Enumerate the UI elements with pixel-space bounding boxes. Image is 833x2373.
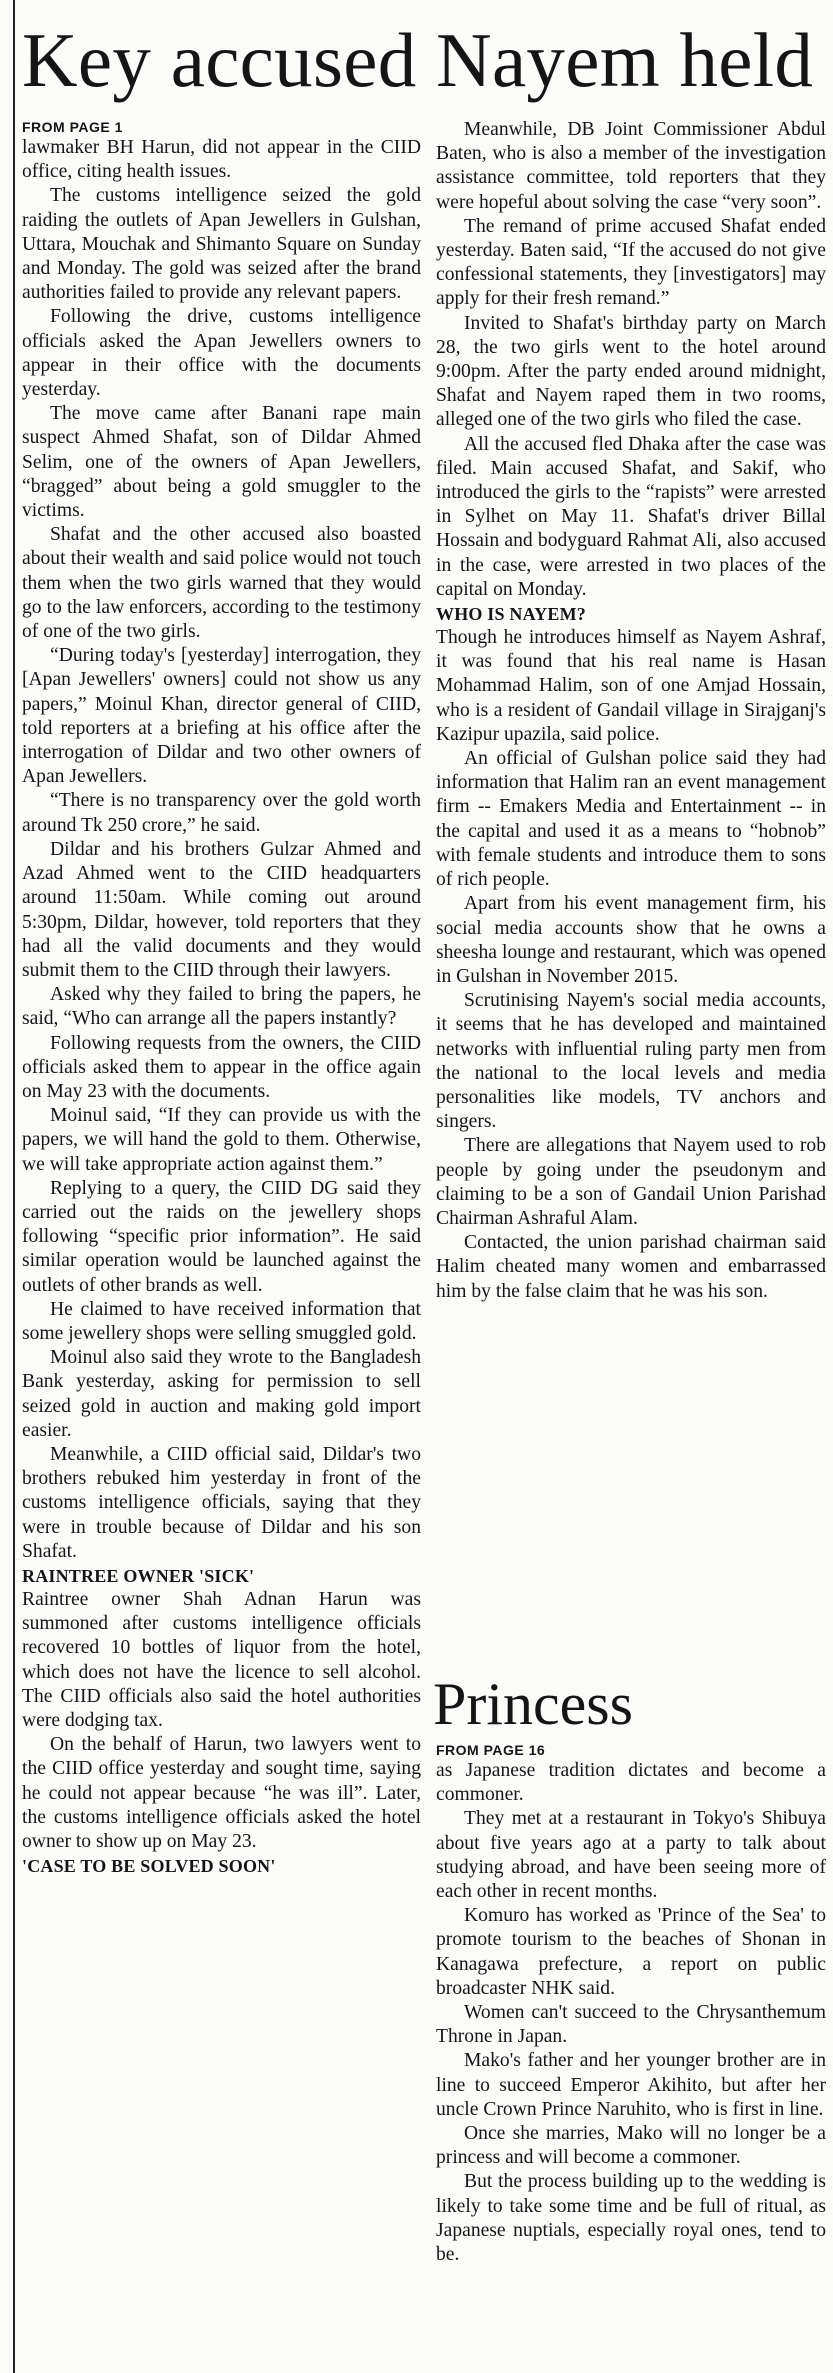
story1-left-body (22, 136, 421, 1878)
paragraph: lawmaker BH Harun, did not appear in the CIID office, citing health issues. (22, 137, 421, 183)
story1-left-column (22, 118, 421, 1878)
story1-right-body (436, 118, 826, 1304)
paragraph: Invited to Shafat's birthday party on March 28, the two girls went to the hotel around 9:00pm. After the party ended around midnight, Shafat and Nayem raped them in two rooms, alleged one of the two girls who filed the case. (436, 312, 826, 431)
column-rule (13, 0, 15, 2373)
subhead: 'CASE TO BE SOLVED SOON' (22, 1856, 276, 1877)
paragraph: There are allegations that Nayem used to rob people by going under the pseudonym and claiming to be a son of Gandail Union Parishad Chairman Ashraful Alam. (436, 1135, 826, 1229)
paragraph: An official of Gulshan police said they had information that Halim ran an event management firm -- Emakers Media and Entertainment -- in the capital and used it as a means to “hobnob” with female students and introduce them to sons of rich people. (436, 748, 826, 891)
paragraph: Following the drive, customs intelligence officials asked the Apan Jewellers owners to appear in their office with the documents yesterday. (22, 306, 421, 401)
paragraph: Meanwhile, DB Joint Commissioner Abdul Baten, who is also a member of the investigation assistance committee, told reporters that they were hopeful about solving the case “very soon”. (436, 119, 826, 213)
from-page-label-2: FROM PAGE 16 (436, 1742, 546, 1758)
paragraph: They met at a restaurant in Tokyo's Shibuya about five years ago at a party to talk about studying abroad, and have been seeing more of each other in recent months. (436, 1808, 826, 1903)
paragraph: Moinul said, “If they can provide us with the papers, we will hand the gold to them. Otherwise, we will take appropriate action against them.” (22, 1105, 421, 1175)
paragraph: Following requests from the owners, the CIID officials asked them to appear in the office again on May 23 with the documents. (22, 1032, 421, 1102)
paragraph: All the accused fled Dhaka after the case was filed. Main accused Shafat, and Sakif, who introduced the girls to the “rapists” were arrested in Sylhet on May 11. Shafat's driver Billal Hossain and bodyguard Rahmat Ali, also accused in the case, were arrested in two places of the capital on Monday. (436, 433, 826, 600)
headline-princess: Princess (433, 1671, 633, 1737)
paragraph: Contacted, the union parishad chairman said Halim cheated many women and embarrassed him by the false claim that he was his son. (436, 1232, 826, 1302)
paragraph: Shafat and the other accused also boasted about their wealth and said police would not touch them when the two girls warned that they would go to the law enforcers, according to the testimony of one of the two girls. (22, 524, 421, 643)
paragraph: Women can't succeed to the Chrysanthemum Throne in Japan. (436, 2002, 826, 2048)
paragraph: Mako's father and her younger brother are in line to succeed Emperor Akihito, but after her uncle Crown Prince Naruhito, who is first in line. (436, 2050, 826, 2120)
paragraph: Dildar and his brothers Gulzar Ahmed and Azad Ahmed went to the CIID headquarters around 11:50am. While coming out around 5:30pm, Dildar, however, told reporters that they had all the valid documents and they would submit them to the CIID through their lawyers. (22, 838, 421, 981)
story1-right-column (436, 118, 826, 1304)
paragraph: He claimed to have received information that some jewellery shops were selling smuggled gold. (22, 1298, 421, 1344)
story2-body (436, 1759, 826, 2267)
subhead: WHO IS NAYEM? (436, 604, 586, 625)
paragraph: Raintree owner Shah Adnan Harun was summoned after customs intelligence officials recovered 10 bottles of liquor from the hotel, which does not have the licence to sell alcohol. The CIID officials also said the hotel authorities were dodging tax. (22, 1588, 421, 1731)
headline-nayem: Key accused Nayem held (22, 17, 814, 103)
paragraph: “During today's [yesterday] interrogation, they [Apan Jewellers' owners] could not show us any papers,” Moinul Khan, director general of CIID, told reporters at a briefing at his office after the interrogation of Dildar and two other owners of Apan Jewellers. (22, 645, 421, 788)
paragraph: On the behalf of Harun, two lawyers went to the CIID office yesterday and sought time, saying he could not appear because “he was ill”. Later, the customs intelligence officials asked the hotel owner to show up on May 23. (22, 1734, 421, 1853)
paragraph: Komuro has worked as 'Prince of the Sea' to promote tourism to the beaches of Shonan in Kanagawa prefecture, a report on public broadcaster NHK said. (436, 1905, 826, 1999)
paragraph: The remand of prime accused Shafat ended yesterday. Baten said, “If the accused do not give confessional statements, they [investigators] may apply for their fresh remand.” (436, 215, 826, 310)
paragraph: Scrutinising Nayem's social media accounts, it seems that he has developed and maintained networks with influential ruling party men from the national to the local levels and media personalities like models, TV anchors and singers. (436, 990, 826, 1133)
paragraph: “There is no transparency over the gold worth around Tk 250 crore,” he said. (22, 790, 421, 836)
paragraph: Moinul also said they wrote to the Bangladesh Bank yesterday, asking for permission to sell seized gold in auction and making gold import easier. (22, 1347, 421, 1441)
paragraph: Meanwhile, a CIID official said, Dildar's two brothers rebuked him yesterday in front of the customs intelligence officials, saying that they were in trouble because of Dildar and his son Shafat. (22, 1443, 421, 1562)
paragraph: Replying to a query, the CIID DG said they carried out the raids on the jewellery shops following “specific prior information”. He said similar operation would be launched against the outlets of other brands as well. (22, 1177, 421, 1296)
paragraph: Asked why they failed to bring the papers, he said, “Who can arrange all the papers instantly? (22, 984, 421, 1030)
paragraph: But the process building up to the wedding is likely to take some time and be full of ritual, as Japanese nuptials, especially royal ones, tend to be. (436, 2171, 826, 2266)
paragraph: Once she marries, Mako will no longer be a princess and will become a commoner. (436, 2123, 826, 2169)
paragraph: Apart from his event management firm, his social media accounts show that he owns a sheesha lounge and restaurant, which was opened in Gulshan in November 2015. (436, 893, 826, 987)
subhead: RAINTREE OWNER 'SICK' (22, 1565, 255, 1586)
from-page-label: FROM PAGE 1 (22, 119, 123, 135)
paragraph: The customs intelligence seized the gold raiding the outlets of Apan Jewellers in Gulshan, Uttara, Mouchak and Shimanto Square on Sunday and Monday. The gold was seized after the brand authorities failed to provide any relevant papers. (22, 185, 421, 304)
paragraph: Though he introduces himself as Nayem Ashraf, it was found that his real name is Hasan Mohammad Halim, son of one Amjad Hossain, who is a resident of Gandail village in Sirajganj's Kazipur upazila, said police. (436, 627, 826, 745)
paragraph: as Japanese tradition dictates and become a commoner. (436, 1760, 826, 1806)
paragraph: The move came after Banani rape main suspect Ahmed Shafat, son of Dildar Ahmed Selim, one of the owners of Apan Jewellers, “bragged” about being a gold smuggler to the victims. (22, 403, 421, 522)
story2-column (433, 1665, 826, 2267)
